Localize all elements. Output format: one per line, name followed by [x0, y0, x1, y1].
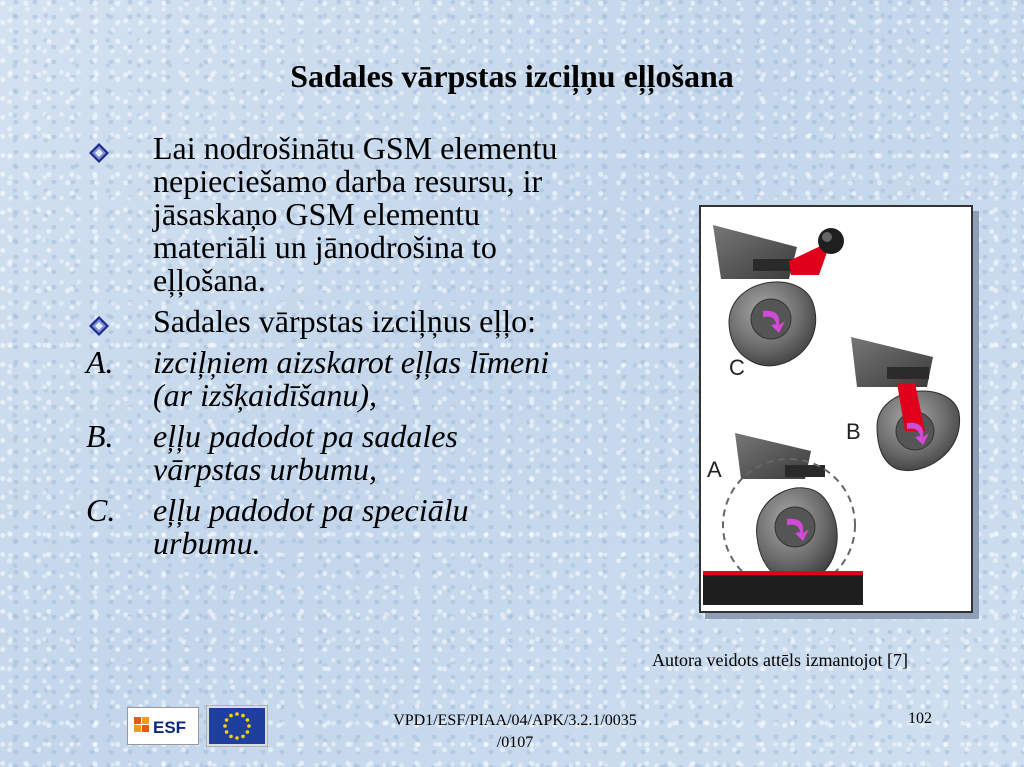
- option-a-line-1: izciļņiem aizskarot eļļas līmeni: [153, 344, 550, 380]
- label-a: A: [707, 457, 722, 482]
- option-item-a: [80, 346, 680, 412]
- cam-lubrication-diagram: [701, 207, 971, 611]
- bullet-1-line-4: materiāli un jānodrošina to: [153, 229, 497, 265]
- cam-lubrication-figure: [699, 205, 973, 613]
- footer-project-code: [330, 710, 700, 754]
- option-item-b: [80, 420, 680, 486]
- diamond-bullet-icon: [88, 142, 110, 164]
- option-c-line-2: urbumu.: [153, 525, 261, 561]
- bullet-1-line-1: Lai nodrošinātu GSM elementu: [153, 130, 558, 166]
- bullet-item-2: [80, 305, 680, 338]
- footer-line-1: VPD1/ESF/PIAA/04/APK/3.2.1/0035: [393, 712, 637, 729]
- label-b: B: [846, 419, 861, 444]
- eu-flag-logo: [206, 705, 268, 747]
- label-c: C: [729, 355, 745, 380]
- option-b-line-1: eļļu padodot pa sadales: [153, 418, 458, 454]
- variant-b-drawing: [851, 337, 960, 471]
- option-letter-c: C.: [86, 492, 116, 528]
- option-c-line-1: eļļu padodot pa speciālu: [153, 492, 469, 528]
- option-letter-a: A.: [86, 344, 114, 380]
- option-letter-b: B.: [86, 418, 114, 454]
- variant-a-drawing: [703, 433, 863, 605]
- option-item-c: [80, 494, 680, 560]
- option-a-line-2: (ar izšķaidīšanu),: [153, 377, 377, 413]
- bullet-2-line-1: Sadales vārpstas izciļņus eļļo:: [153, 303, 537, 339]
- esf-logo: [127, 707, 199, 745]
- bullet-1-line-3: jāsaskaņo GSM elementu: [153, 196, 481, 232]
- bullet-item-1: [80, 132, 680, 297]
- bullet-1-line-2: nepieciešamo darba resursu, ir: [153, 163, 543, 199]
- bullet-1-line-5: eļļošana.: [153, 262, 266, 298]
- footer-line-2: /0107: [496, 734, 534, 751]
- diamond-bullet-icon: [88, 315, 110, 337]
- bullet-list: [80, 132, 680, 560]
- esf-logo-text: ESF: [153, 718, 187, 737]
- slide-title: Sadales vārpstas izciļņu eļļošana: [290, 58, 734, 94]
- option-b-line-2: vārpstas urbumu,: [153, 451, 378, 487]
- variant-c-drawing: [713, 225, 844, 366]
- page-number: 102: [908, 710, 932, 727]
- figure-caption: Autora veidots attēls izmantojot [7]: [652, 650, 908, 670]
